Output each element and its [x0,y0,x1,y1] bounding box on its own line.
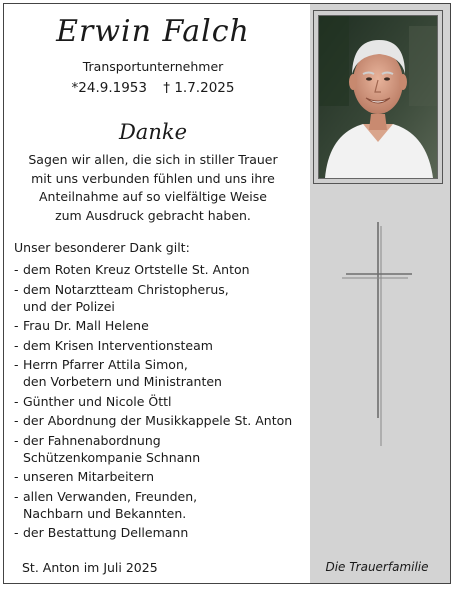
list-item: - Herrn Pfarrer Attila Simon, den Vorbetern und Ministranten [14,357,222,389]
thanks-line: Sagen wir allen, die sich in stiller Trauer [28,152,278,167]
thanks-line: zum Ausdruck gebracht haben. [55,207,251,223]
thanks-text [20,151,286,225]
list-item: - Günther und Nicole Öttl [14,393,172,409]
deceased-name: Erwin Falch [56,14,250,49]
list-item: - dem Roten Kreuz Ortstelle St. Anton [14,262,250,277]
life-dates [0,80,306,96]
thanks-line: mit uns verbunden fühlen und uns ihre [31,170,275,186]
list-item: - der Fahnenabordnung Schützenkompanie Schnann [14,432,201,465]
thanks-heading: Danke [118,120,188,144]
list-item: - der Bestattung Dellemann [14,525,189,540]
portrait-photo [318,15,438,179]
place-date: St. Anton im Juli 2025 [22,560,158,575]
cross-icon [338,218,418,450]
list-item: - der Abordnung der Musikkappele St. Anton [14,413,293,428]
list-item: - allen Verwanden, Freunden, Nachbarn und Bekannten. [14,488,198,521]
list-item: - dem Krisen Interventionsteam [14,337,213,353]
list-item: - Frau Dr. Mall Helene [14,318,149,333]
thanks-line: Anteilnahme auf so vielfältige Weise [39,189,267,204]
death-date: † 1.7.2025 [163,80,235,96]
special-thanks-list [14,261,292,544]
photo-frame [313,10,443,184]
list-item: - dem Notarztteam Christopherus, und der Polizei [14,281,229,314]
special-thanks-title: Unser besonderer Dank gilt: [14,240,190,255]
list-item: - unseren Mitarbeitern [14,469,154,484]
signature: Die Trauerfamilie [325,560,429,574]
birth-date: *24.9.1953 [71,80,147,96]
occupation: Transportunternehmer [82,59,224,74]
